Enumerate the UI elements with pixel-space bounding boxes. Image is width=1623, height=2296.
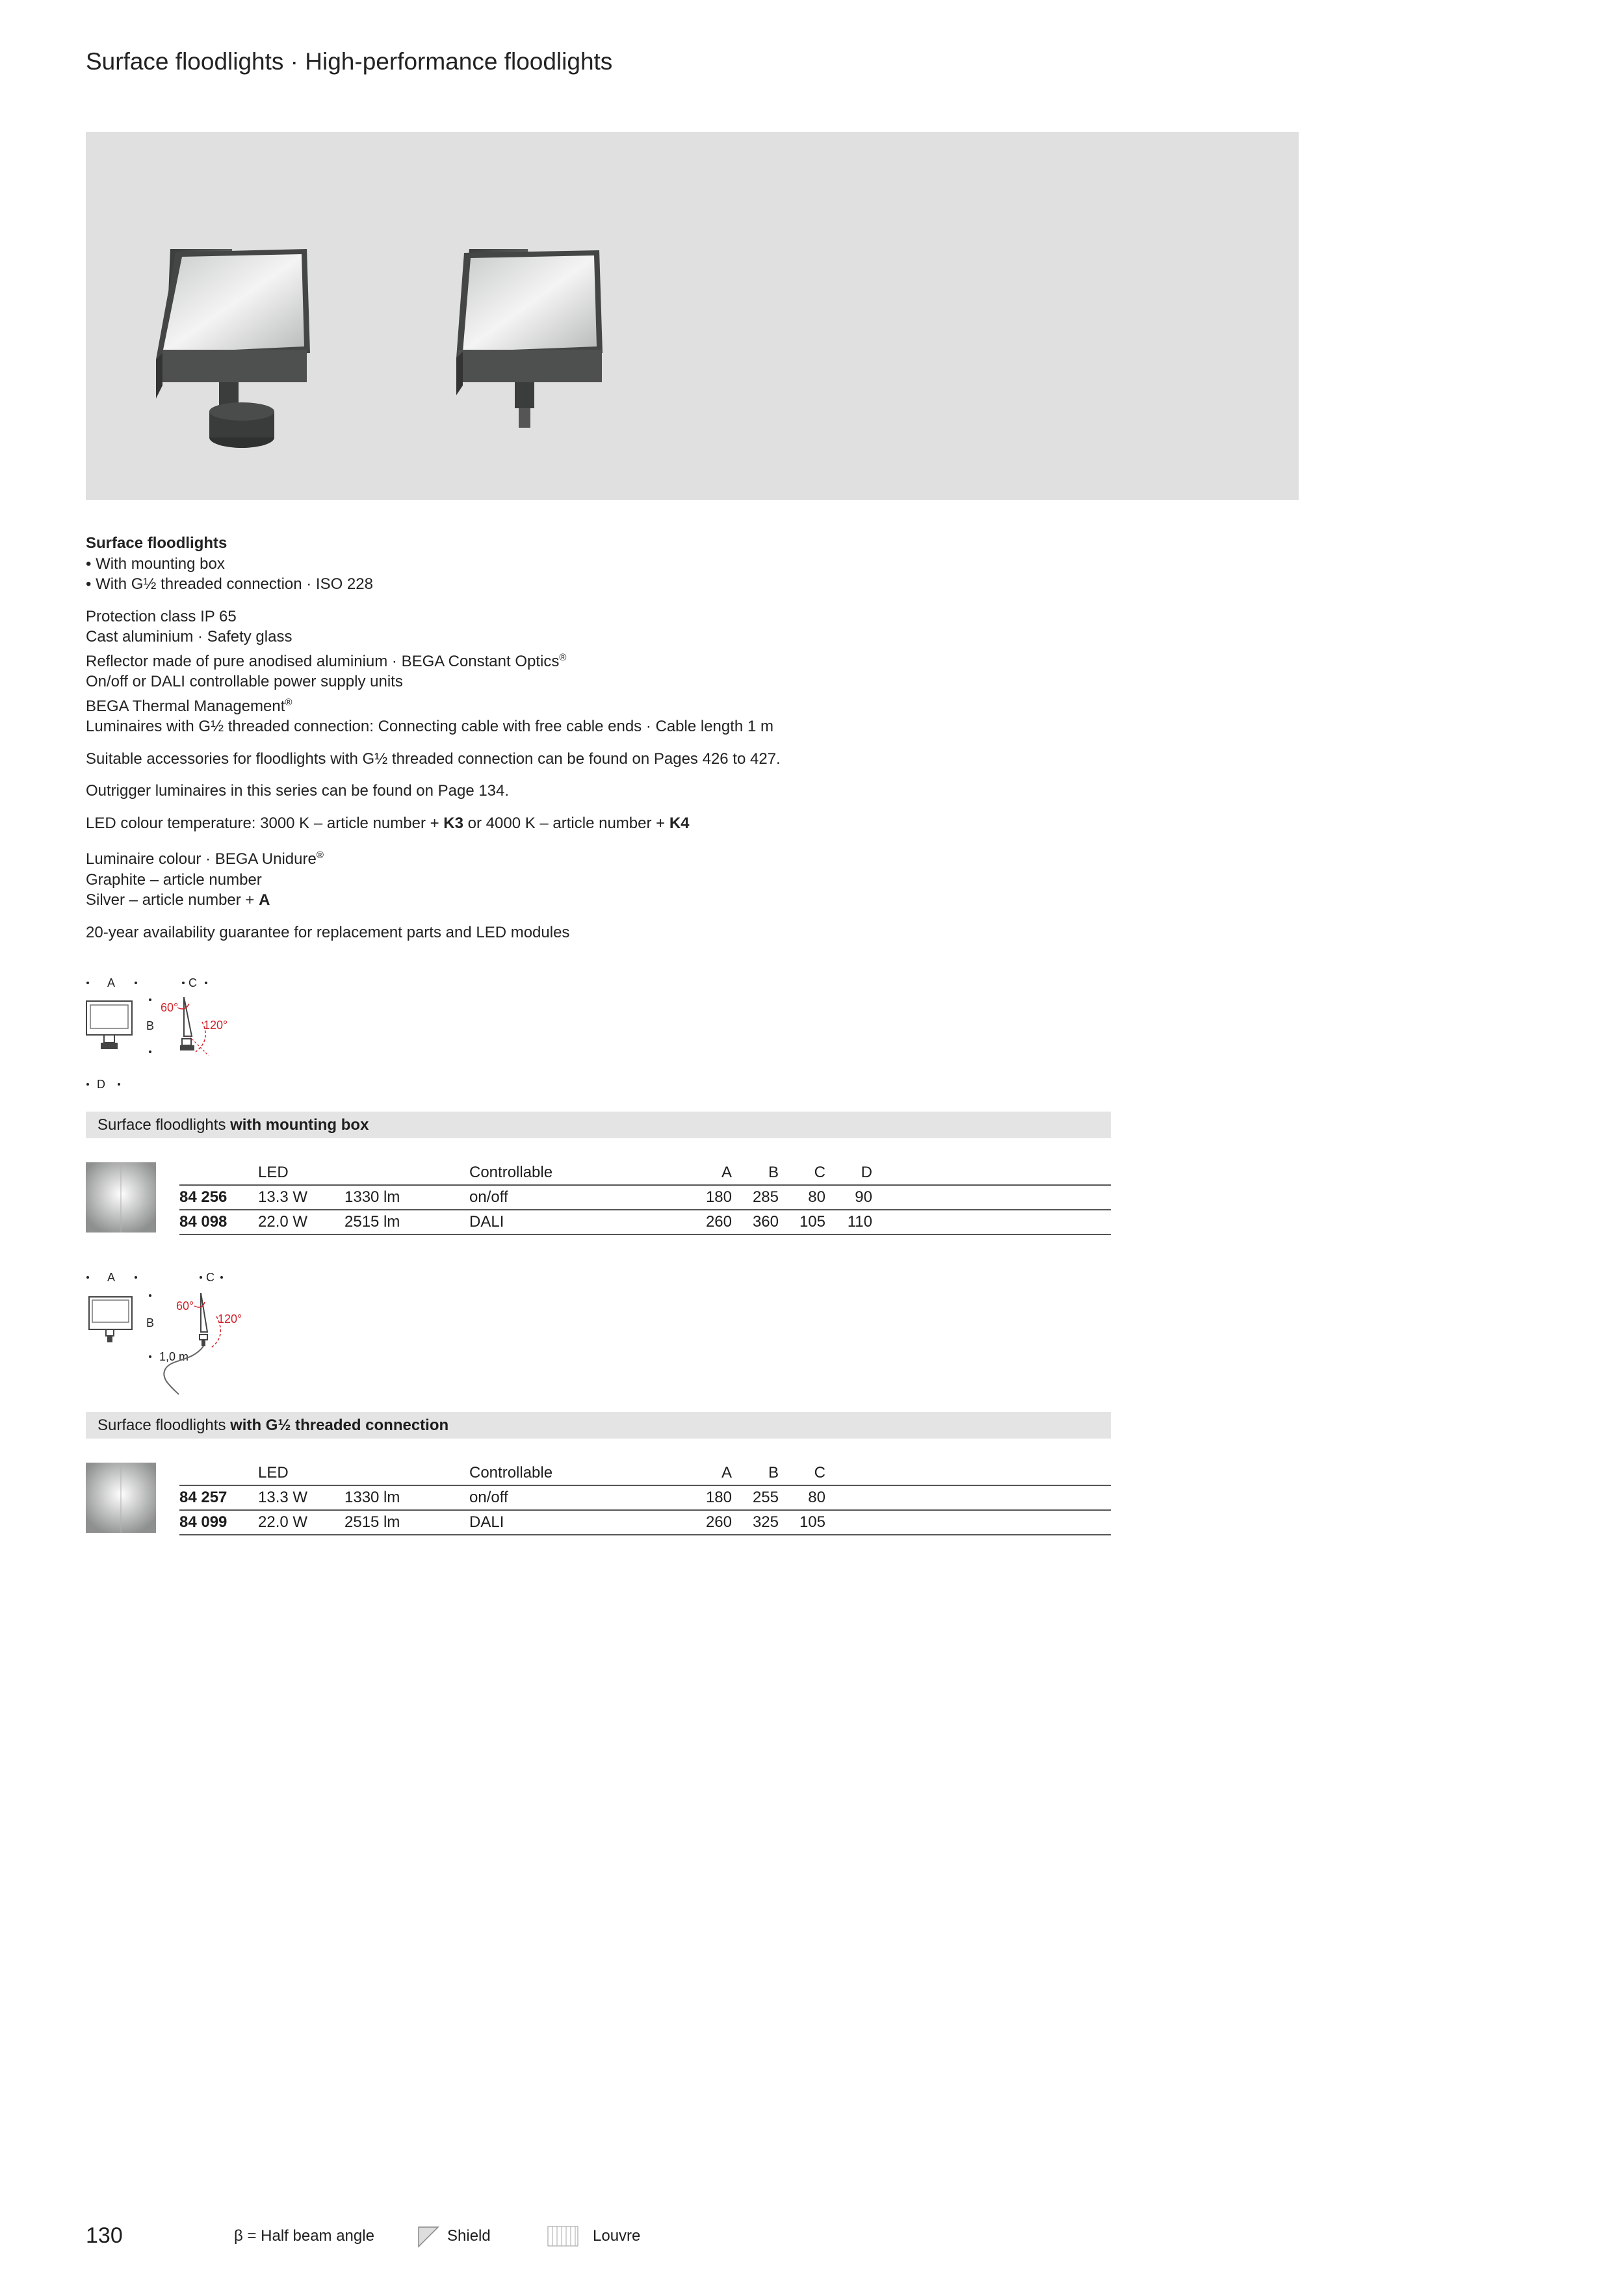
- section-header-mounting-box: Surface floodlights with mounting box: [86, 1112, 1111, 1138]
- floodlight-with-threaded-connection: [456, 249, 603, 428]
- description-title: Surface floodlights: [86, 534, 227, 552]
- beam-thumbnail: [86, 1463, 156, 1533]
- beam-thumbnail: [86, 1162, 156, 1233]
- dim-d-label: D: [97, 1078, 105, 1091]
- prop-control: On/off or DALI controllable power supply units: [86, 673, 403, 690]
- colour-silver: Silver – article number + A: [86, 891, 270, 909]
- page-number: 130: [86, 2223, 123, 2248]
- table-row: 84 256 13.3 W 1330 lm on/off 180 285 80 90: [179, 1186, 1111, 1210]
- footer-louvre-label: Louvre: [593, 2227, 641, 2245]
- spec-table-threaded: [179, 1461, 1111, 1535]
- page-title: Surface floodlights · High-performance floodlights: [86, 48, 613, 75]
- accessories-note: Suitable accessories for floodlights with G½ threaded connection can be found on Pages 426 to 427.: [86, 750, 781, 768]
- prop-material: Cast aluminium · Safety glass: [86, 628, 292, 646]
- prop-thermal: BEGA Thermal Management: [86, 697, 285, 715]
- footer-beta-legend: β = Half beam angle: [234, 2227, 374, 2245]
- cable-length-label: 1,0 m: [159, 1350, 189, 1363]
- table-row: 84 099 22.0 W 2515 lm DALI 260 325 105: [179, 1511, 1111, 1535]
- table-header: LED Controllable A B C D: [179, 1161, 1111, 1186]
- footer-shield-label: Shield: [447, 2227, 491, 2245]
- section-header-threaded: Surface floodlights with G½ threaded connection: [86, 1412, 1111, 1439]
- prop-protection: Protection class IP 65: [86, 607, 237, 625]
- angle-120-label: 120°: [203, 1019, 228, 1032]
- prop-reflector: Reflector made of pure anodised aluminium · BEGA Constant Optics: [86, 652, 560, 670]
- angle-60-label: 60°: [161, 1001, 179, 1014]
- spec-table-mounting-box: [179, 1161, 1111, 1235]
- dim-b-label: B: [146, 1019, 155, 1032]
- bullet-threaded: • With G½ threaded connection · ISO 228: [86, 575, 373, 593]
- dim-a-label: A: [107, 1271, 116, 1284]
- shield-icon: [417, 2226, 439, 2251]
- bullet-mounting-box: • With mounting box: [86, 554, 225, 573]
- dim-a-label: A: [107, 976, 116, 989]
- luminaire-colour: Luminaire colour · BEGA Unidure® Graphite – article number Silver – article number + A: [86, 850, 324, 909]
- floodlight-with-mounting-box: [156, 249, 310, 448]
- product-description: [86, 533, 1126, 954]
- prop-cable: Luminaires with G½ threaded connection: Connecting cable with free cable ends · Cable length 1 m: [86, 718, 773, 735]
- table-header: LED Controllable A B C: [179, 1461, 1111, 1486]
- floodlight-illustration: [86, 132, 1299, 500]
- louvre-icon: [547, 2226, 578, 2251]
- dim-c-label: C: [188, 976, 197, 989]
- product-photo: [86, 132, 1299, 500]
- angle-120-label: 120°: [218, 1312, 242, 1325]
- table-row: 84 098 22.0 W 2515 lm DALI 260 360 105 110: [179, 1210, 1111, 1235]
- outrigger-note: Outrigger luminaires in this series can be found on Page 134.: [86, 782, 510, 800]
- reg-mark: ®: [559, 651, 567, 663]
- angle-60-label: 60°: [176, 1299, 194, 1312]
- colour-graphite: Graphite – article number: [86, 870, 262, 889]
- guarantee-note: 20-year availability guarantee for replacement parts and LED modules: [86, 923, 570, 941]
- dimension-diagram-mounting-box: [81, 969, 289, 1102]
- dim-b-label: B: [146, 1316, 155, 1329]
- reg-mark: ®: [285, 696, 292, 708]
- table-row: 84 257 13.3 W 1330 lm on/off 180 255 80: [179, 1486, 1111, 1511]
- led-colour-temperature: LED colour temperature: 3000 K – article number + K3 or 4000 K – article number + K4: [86, 814, 690, 832]
- dim-c-label: C: [206, 1271, 214, 1284]
- dimension-diagram-threaded: [81, 1264, 289, 1404]
